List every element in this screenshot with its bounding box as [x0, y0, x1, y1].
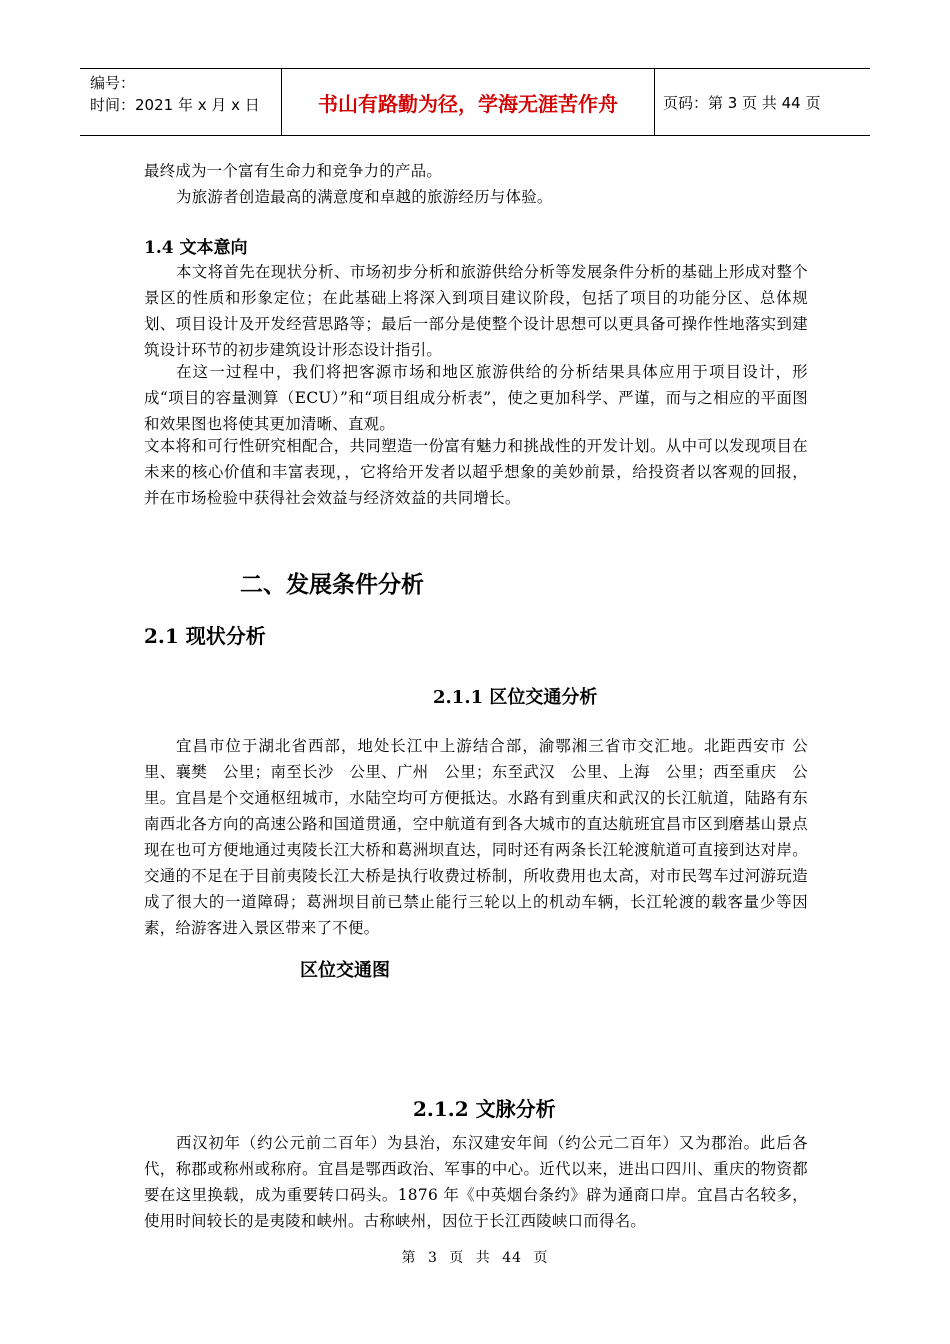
document-date-label: 时间：2021 年 x 月 x 日 [90, 96, 260, 114]
paragraph-1-4-c: 文本将和可行性研究相配合，共同塑造一份富有魅力和挑战性的开发计划。从中可以发现项目在未来的核心价值和丰富表现，，它将给开发者以超乎想象的美妙前景，给投资者以客观的回报，并在市场检验中获得社会效益与经济效益的共同增长。 [144, 437, 808, 507]
figure-label: 区位交通图 [300, 960, 390, 981]
paragraph-1-4-a: 本文将首先在现状分析、市场初步分析和旅游供给分析等发展条件分析的基础上形成对整个景区的性质和形象定位；在此基础上将深入到项目建议阶段，包括了项目的功能分区、总体规划、项目设计及开发经营思路等；最后一部分是使整个设计思想可以更具备可操作性地落实到建筑设计环节的初步建筑设计形态设计指引。 [144, 263, 808, 359]
chapter-heading: 二、发展条件分析 [240, 571, 424, 598]
heading-1-4: 1.4 文本意向 [144, 238, 248, 258]
header-meta [80, 69, 281, 135]
paragraph-intro-2: 为旅游者创造最高的满意度和卓越的旅游经历与体验。 [176, 188, 553, 206]
header-page-info: 页码：第 3 页 共 44 页 [663, 93, 821, 112]
heading-2-1-1: 2.1.1 区位交通分析 [433, 687, 598, 708]
paragraph-intro-1: 最终成为一个富有生命力和竞争力的产品。 [144, 162, 443, 180]
document-number-label: 编号： [90, 74, 136, 92]
heading-2-1: 2.1 现状分析 [144, 624, 266, 648]
paragraph-1-4-b: 在这一过程中，我们将把客源市场和地区旅游供给的分析结果具体应用于项目设计，形成“项目的容量测算（ECU）”和“项目组成分析表”，使之更加科学、严谨，而与之相应的平面图和效果图也将使其更加清晰、直观。 [144, 363, 808, 433]
header-motto: 书山有路勤为径，学海无涯苦作舟 [281, 69, 655, 135]
header-table [80, 68, 870, 136]
page-footer: 第 3 页 共 44 页 [401, 1250, 549, 1266]
paragraph-2-1-1: 宜昌市位于湖北省西部，地处长江中上游结合部，渝鄂湘三省市交汇地。北距西安市 公里、襄樊 公里；南至长沙 公里、广州 公里；东至武汉 公里、上海 公里；西至重庆 公里。宜昌是个交通枢纽城市，水陆空均可方便抵达。水路有到重庆和武汉的长江航道，陆路有东南西北各方向的高速公路和国道贯通，空中航道有到各大城市的直达航班宜昌市区到磨基山景点现在也可方便地通过夷陵长江大桥和葛洲坝直达，同时还有两条长江轮渡航道可直接到达对岸。交通的不足在于目前夷陵长江大桥是执行收费过桥制，所收费用也太高，对市民驾车过河游玩造成了很大的一道障碍；葛洲坝目前已禁止能行三轮以上的机动车辆，长江轮渡的载客量少等因素，给游客进入景区带来了不便。 [144, 737, 808, 937]
paragraph-2-1-2: 西汉初年（约公元前二百年）为县治，东汉建安年间（约公元二百年）又为郡治。此后各代，称郡或称州或称府。宜昌是鄂西政治、军事的中心。近代以来，进出口四川、重庆的物资都要在这里换载，成为重要转口码头。1876 年《中英烟台条约》辟为通商口岸。宜昌古名较多，使用时间较长的是夷陵和峡州。古称峡州，因位于长江西陵峡口而得名。 [144, 1134, 808, 1230]
heading-2-1-2: 2.1.2 文脉分析 [413, 1097, 556, 1121]
